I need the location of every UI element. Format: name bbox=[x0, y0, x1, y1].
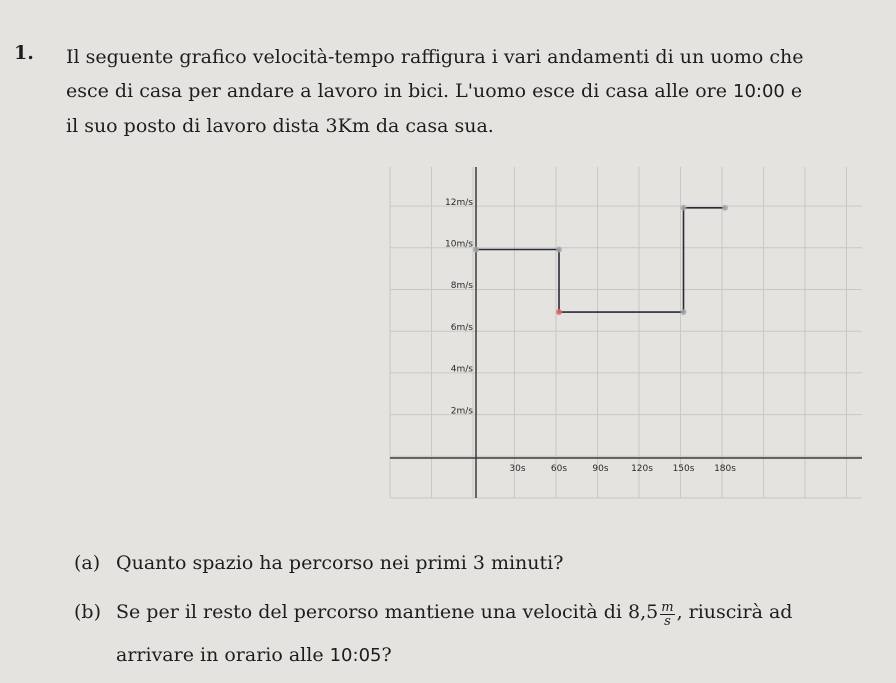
question-b-continuation bbox=[116, 644, 392, 666]
chart-series bbox=[476, 208, 725, 312]
y-tick-label: 12m/s bbox=[445, 197, 473, 208]
data-point bbox=[473, 247, 479, 253]
data-point bbox=[681, 309, 687, 315]
data-point bbox=[556, 247, 562, 253]
x-tick-label: 150s bbox=[672, 464, 695, 474]
problem-number: 1. bbox=[14, 42, 34, 64]
arrival-time: 10:05 bbox=[329, 645, 382, 666]
problem-line-2-pre: esce di casa per andare a lavoro in bici. L'uomo esce di casa alle ore bbox=[66, 80, 733, 102]
unit-denominator: s bbox=[664, 614, 671, 629]
x-tick-label: 180s bbox=[714, 464, 736, 474]
problem-line-1: Il seguente grafico velocità-tempo raffigura i vari andamenti di un uomo che bbox=[66, 46, 804, 68]
unit-numerator: m bbox=[661, 600, 674, 615]
velocity-series-line bbox=[476, 208, 725, 312]
chart-ticks bbox=[445, 198, 736, 474]
problem-line-2-post: e bbox=[784, 80, 803, 102]
y-tick-label: 2m/s bbox=[450, 406, 473, 417]
y-tick-label: 6m/s bbox=[450, 322, 473, 333]
unit-fraction bbox=[660, 601, 674, 628]
problem-line-3: il suo posto di lavoro dista 3Km da casa sua. bbox=[66, 115, 494, 137]
question-b bbox=[74, 601, 792, 628]
data-point bbox=[556, 309, 562, 315]
chart-markers bbox=[473, 205, 728, 315]
question-b-line-2-post: ? bbox=[381, 644, 392, 666]
question-b-label: (b) bbox=[74, 601, 101, 623]
question-a-text: Quanto spazio ha percorso nei primi 3 minuti? bbox=[116, 552, 564, 574]
start-time: 10:00 bbox=[733, 81, 785, 102]
y-tick-label: 10m/s bbox=[445, 239, 473, 250]
question-b-line-1-pre: Se per il resto del percorso mantiene una velocità di 8,5 bbox=[116, 601, 659, 623]
question-b-line-2-pre: arrivare in orario alle bbox=[116, 644, 330, 666]
data-point bbox=[681, 205, 687, 211]
question-a-label: (a) bbox=[74, 552, 101, 574]
x-tick-label: 120s bbox=[631, 464, 653, 474]
x-tick-label: 90s bbox=[592, 464, 609, 474]
x-tick-label: 30s bbox=[509, 464, 526, 474]
x-tick-label: 60s bbox=[550, 464, 568, 474]
y-tick-label: 4m/s bbox=[450, 364, 473, 375]
y-tick-label: 8m/s bbox=[450, 281, 473, 292]
question-b-line-1-post: , riuscirà ad bbox=[676, 601, 793, 623]
data-point bbox=[722, 205, 728, 211]
question-a bbox=[74, 552, 563, 574]
